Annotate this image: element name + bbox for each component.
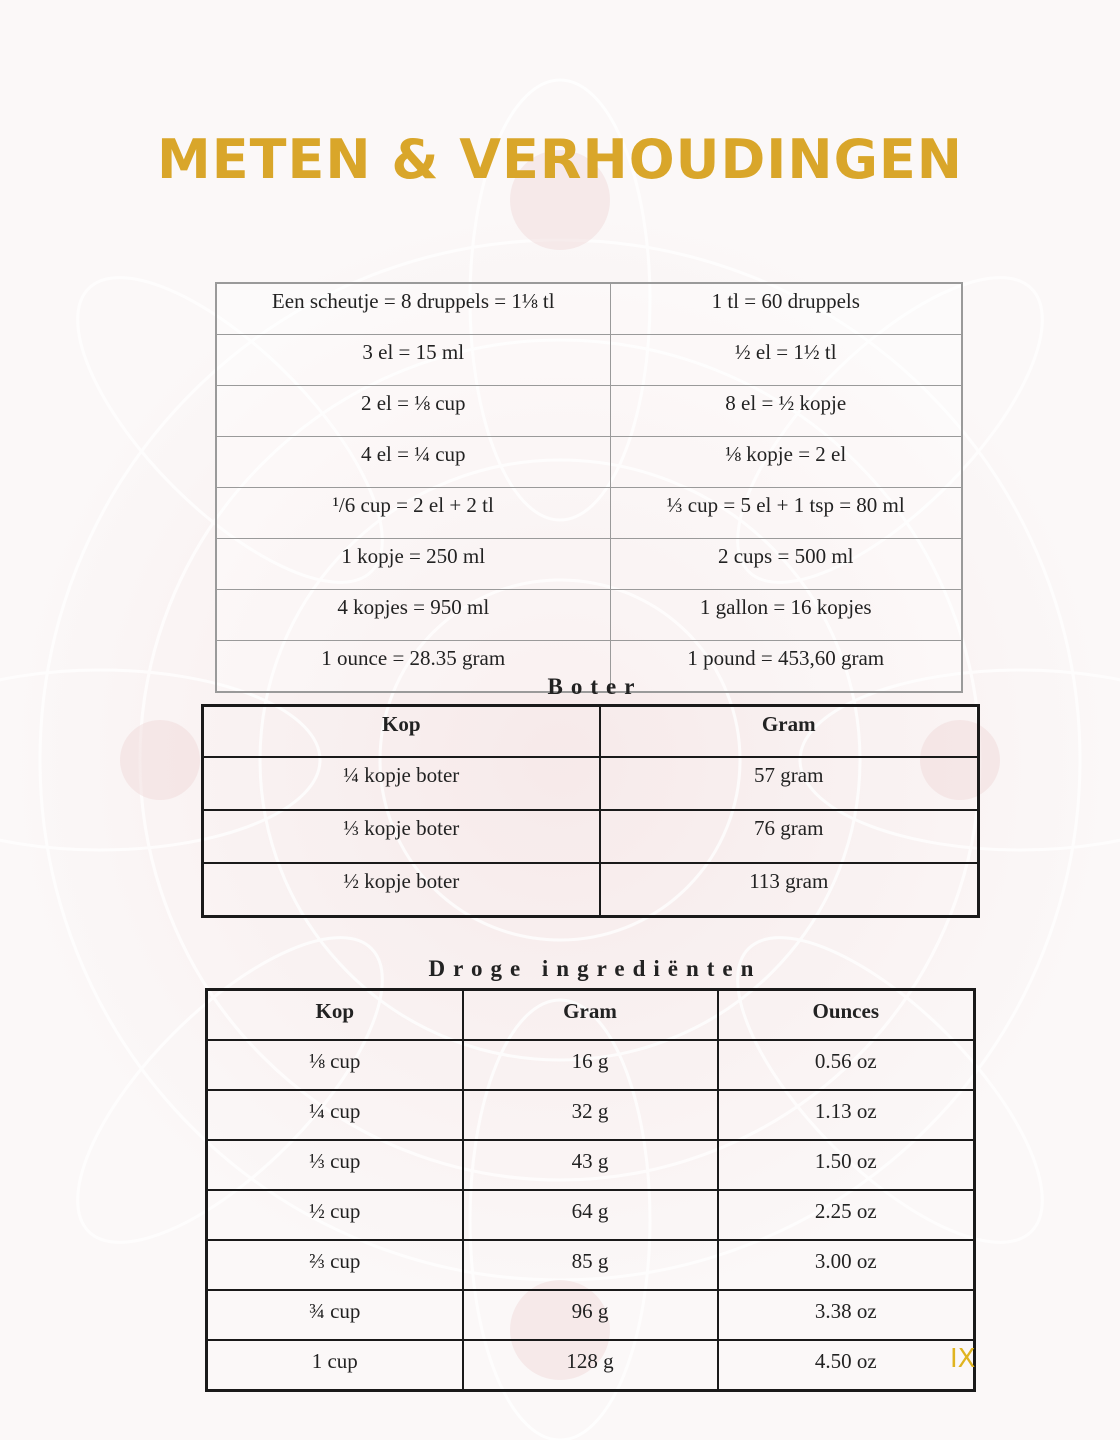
table-row xyxy=(216,488,962,539)
table-row xyxy=(203,810,979,863)
table-cell: 43 g xyxy=(463,1140,718,1190)
conversion-cell: 4 kopjes = 950 ml xyxy=(216,590,610,641)
boter-table xyxy=(201,704,980,918)
conversion-cell: 2 cups = 500 ml xyxy=(610,539,962,590)
table-cell: 32 g xyxy=(463,1090,718,1140)
conversion-cell: 8 el = ½ kopje xyxy=(610,386,962,437)
table-cell: 1 cup xyxy=(207,1340,463,1391)
table-cell: 57 gram xyxy=(600,757,979,810)
column-header-gram: Gram xyxy=(600,706,979,758)
table-cell: ¼ kopje boter xyxy=(203,757,600,810)
table-row xyxy=(216,437,962,488)
table-cell: ¾ cup xyxy=(207,1290,463,1340)
table-cell: 16 g xyxy=(463,1040,718,1090)
table-cell: 128 g xyxy=(463,1340,718,1391)
table-cell: ¼ cup xyxy=(207,1090,463,1140)
table-cell: 2.25 oz xyxy=(718,1190,975,1240)
table-header-row xyxy=(207,990,975,1041)
table-row xyxy=(207,1190,975,1240)
table-row xyxy=(216,386,962,437)
table-cell: 113 gram xyxy=(600,863,979,917)
column-header-kop: Kop xyxy=(203,706,600,758)
conversion-cell: ¹/6 cup = 2 el + 2 tl xyxy=(216,488,610,539)
conversion-cell: 1 gallon = 16 kopjes xyxy=(610,590,962,641)
table-cell: 76 gram xyxy=(600,810,979,863)
table-cell: 1.13 oz xyxy=(718,1090,975,1140)
table-cell: 96 g xyxy=(463,1290,718,1340)
page-number: IX xyxy=(950,1344,976,1374)
table-header-row xyxy=(203,706,979,758)
droge-ingredienten-table xyxy=(205,988,976,1392)
table-cell: ½ kopje boter xyxy=(203,863,600,917)
column-header-gram: Gram xyxy=(463,990,718,1041)
table-cell: 64 g xyxy=(463,1190,718,1240)
page-title: METEN & VERHOUDINGEN xyxy=(157,128,963,191)
conversion-cell: 4 el = ¼ cup xyxy=(216,437,610,488)
table-row xyxy=(207,1240,975,1290)
conversion-cell: ⅓ cup = 5 el + 1 tsp = 80 ml xyxy=(610,488,962,539)
table-cell: 85 g xyxy=(463,1240,718,1290)
table-cell: 0.56 oz xyxy=(718,1040,975,1090)
column-header-ounces: Ounces xyxy=(718,990,975,1041)
conversion-cell: 2 el = ⅛ cup xyxy=(216,386,610,437)
table-row xyxy=(203,863,979,917)
table-cell: ⅓ cup xyxy=(207,1140,463,1190)
table-row xyxy=(207,1340,975,1391)
table-row xyxy=(207,1140,975,1190)
table-cell: ⅔ cup xyxy=(207,1240,463,1290)
conversion-cell: 3 el = 15 ml xyxy=(216,335,610,386)
table-row xyxy=(207,1290,975,1340)
table-cell: ½ cup xyxy=(207,1190,463,1240)
column-header-kop: Kop xyxy=(207,990,463,1041)
table-cell: ⅓ kopje boter xyxy=(203,810,600,863)
table-row xyxy=(207,1090,975,1140)
table-cell: ⅛ cup xyxy=(207,1040,463,1090)
conversion-cell: 1 tl = 60 druppels xyxy=(610,283,962,335)
table-row xyxy=(207,1040,975,1090)
table-row xyxy=(216,283,962,335)
table-row xyxy=(203,757,979,810)
conversion-cell: Een scheutje = 8 druppels = 1⅛ tl xyxy=(216,283,610,335)
conversion-cell: ⅛ kopje = 2 el xyxy=(610,437,962,488)
conversion-table xyxy=(215,282,963,693)
table-row xyxy=(216,335,962,386)
table-row xyxy=(216,590,962,641)
table-cell: 4.50 oz xyxy=(718,1340,975,1391)
conversion-cell: 1 pound = 453,60 gram xyxy=(610,641,962,693)
table-cell: 3.38 oz xyxy=(718,1290,975,1340)
table-row xyxy=(216,539,962,590)
droge-ingredienten-caption: Droge ingrediënten xyxy=(428,956,762,981)
conversion-cell: 1 kopje = 250 ml xyxy=(216,539,610,590)
conversion-cell: ½ el = 1½ tl xyxy=(610,335,962,386)
table-cell: 1.50 oz xyxy=(718,1140,975,1190)
boter-caption: Boter xyxy=(547,674,643,699)
conversion-cell: 1 ounce = 28.35 gram xyxy=(216,641,610,693)
table-cell: 3.00 oz xyxy=(718,1240,975,1290)
